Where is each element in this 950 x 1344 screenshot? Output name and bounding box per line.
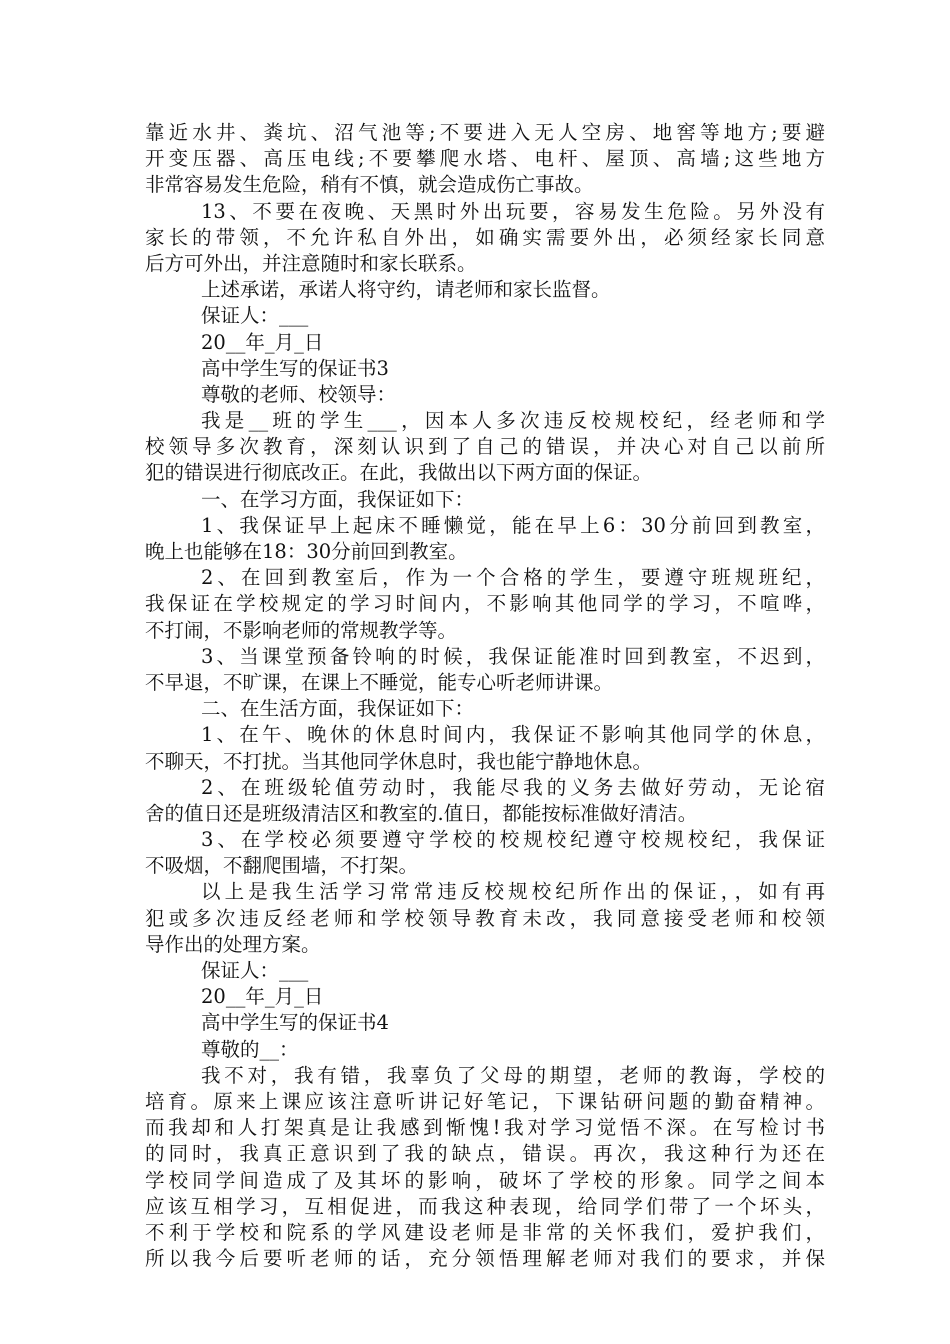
- text-line: 培育。原来上课应该注意听讲记好笔记，下课钻研问题的勤奋精神。: [145, 1089, 825, 1113]
- text-line: 所以我今后要听老师的话，充分领悟理解老师对我们的要求，并保: [145, 1247, 825, 1271]
- text-line: 犯的错误进行彻底改正。在此，我做出以下两方面的保证。: [145, 461, 653, 485]
- text-line: 3、当课堂预备铃响的时候，我保证能准时回到教室，不迟到，: [201, 644, 825, 668]
- text-line: 我是__班的学生___，因本人多次违反校规校纪，经老师和学: [201, 409, 825, 433]
- text-line: 而我却和人打架真是让我感到惭愧!我对学习觉悟不深。在写检讨书: [145, 1116, 825, 1140]
- text-line: 保证人：___: [201, 304, 309, 328]
- text-line: 不聊天，不打扰。当其他同学休息时，我也能宁静地休息。: [145, 749, 653, 773]
- text-line: 非常容易发生危险，稍有不慎，就会造成伤亡事故。: [145, 173, 594, 197]
- text-line: 13、不要在夜晚、天黑时外出玩要，容易发生危险。另外没有: [201, 199, 825, 223]
- text-line: 一、在学习方面，我保证如下：: [201, 487, 475, 511]
- text-line: 的同时，我真正意识到了我的缺点，错误。再次，我这种行为还在: [145, 1142, 825, 1166]
- text-line: 以上是我生活学习常常违反校规校纪所作出的保证，，如有再: [201, 880, 825, 904]
- text-line: 不打闹，不影响老师的常规教学等。: [145, 618, 458, 642]
- text-line: 高中学生写的保证书3: [201, 356, 389, 380]
- text-line: 我不对，我有错，我辜负了父母的期望，老师的教诲，学校的: [201, 1063, 825, 1087]
- text-line: 不吸烟，不翻爬围墙，不打架。: [145, 854, 419, 878]
- text-line: 不利于学校和院系的学风建设老师是非常的关怀我们，爱护我们，: [145, 1220, 825, 1244]
- text-line: 尊敬的__：: [201, 1037, 299, 1061]
- text-line: 我保证在学校规定的学习时间内，不影响其他同学的学习，不喧哗，: [145, 592, 825, 616]
- text-line: 犯或多次违反经老师和学校领导教育未改，我同意接受老师和校领: [145, 906, 825, 930]
- text-line: 晚上也能够在18：30分前回到教室。: [145, 540, 468, 563]
- text-line: 上述承诺，承诺人将守约，请老师和家长监督。: [201, 278, 611, 302]
- text-line: 靠近水井、粪坑、沼气池等;不要进入无人空房、地窖等地方;要避: [145, 121, 825, 144]
- document-body: [145, 120, 825, 1272]
- text-line: 后方可外出，并注意随时和家长联系。: [145, 251, 477, 275]
- text-line: 应该互相学习，互相促进，而我这种表现，给同学们带了一个坏头，: [145, 1194, 825, 1218]
- text-line: 1、我保证早上起床不睡懒觉，能在早上6：30分前回到教室，: [201, 513, 825, 537]
- text-line: 高中学生写的保证书4: [201, 1011, 389, 1035]
- text-line: 2、在班级轮值劳动时，我能尽我的义务去做好劳动，无论宿: [201, 775, 825, 799]
- text-line: 家长的带领，不允许私自外出，如确实需要外出，必须经家长同意: [145, 225, 825, 249]
- text-line: 学校同学间造成了及其坏的影响，破坏了学校的形象。同学之间本: [145, 1168, 825, 1192]
- text-line: 舍的值日还是班级清洁区和教室的.值日，都能按标准做好清洁。: [145, 801, 698, 825]
- text-line: 导作出的处理方案。: [145, 932, 321, 956]
- text-line: 开变压器、高压电线;不要攀爬水塔、电杆、屋顶、高墙;这些地方: [145, 147, 825, 171]
- text-line: 保证人：___: [201, 959, 309, 982]
- text-line: 2、在回到教室后，作为一个合格的学生，要遵守班规班纪，: [201, 566, 825, 590]
- text-line: 3、在学校必须要遵守学校的校规校纪遵守校规校纪，我保证: [201, 828, 825, 852]
- text-line: 二、在生活方面，我保证如下：: [201, 697, 475, 721]
- text-line: 不早退，不旷课，在课上不睡觉，能专心听老师讲课。: [145, 670, 614, 694]
- text-line: 1、在午、晚休的休息时间内，我保证不影响其他同学的休息，: [201, 723, 825, 747]
- text-line: 20__年_月_日: [201, 985, 324, 1009]
- text-line: 尊敬的老师、校领导：: [201, 382, 397, 406]
- text-line: 20__年_月_日: [201, 330, 324, 354]
- text-line: 校领导多次教育，深刻认识到了自己的错误，并决心对自己以前所: [145, 435, 825, 459]
